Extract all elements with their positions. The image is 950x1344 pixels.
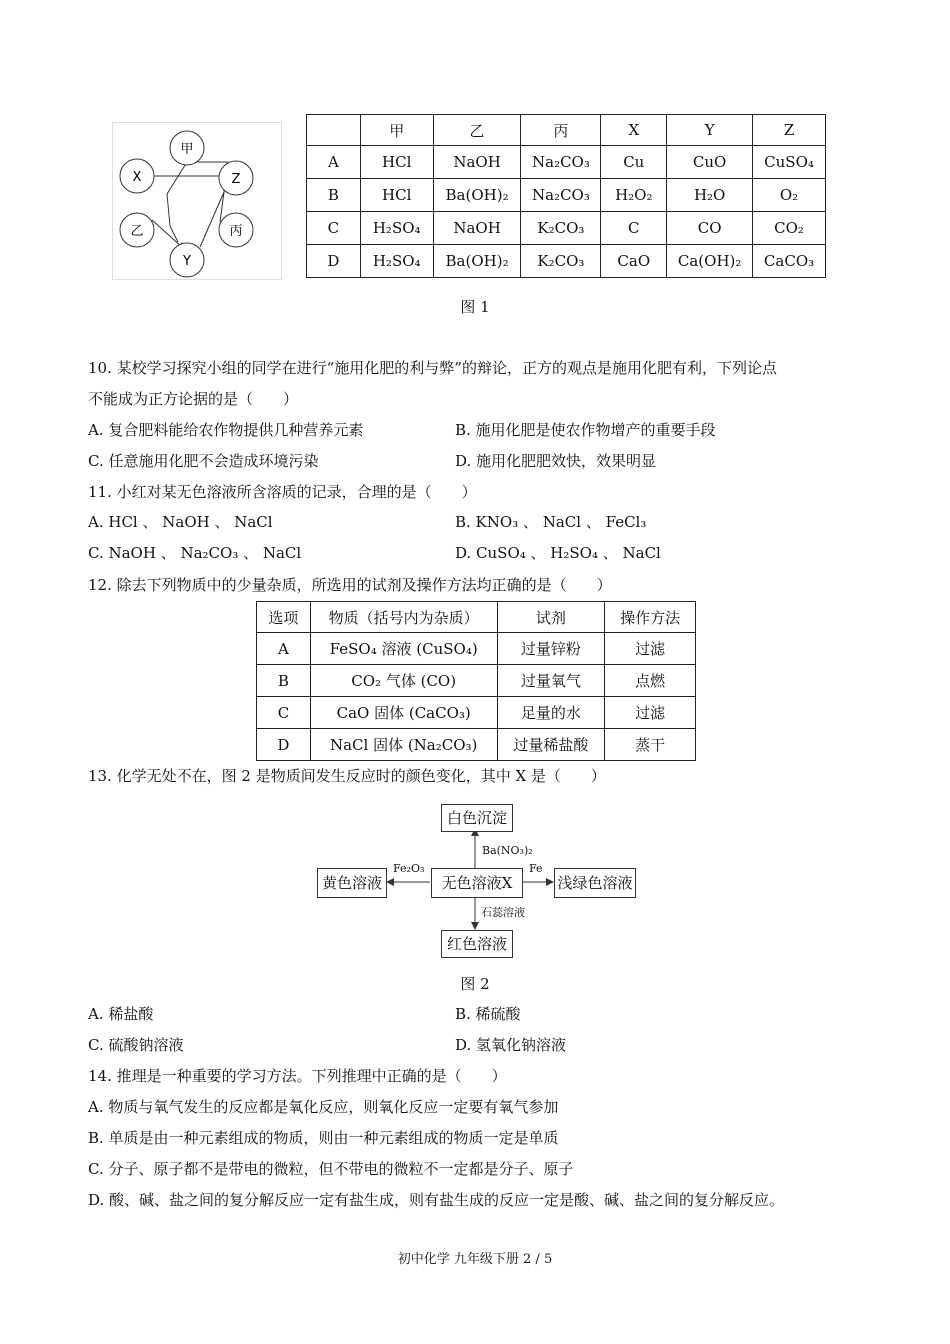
fig1-header-cell: 丙	[521, 115, 601, 146]
fig2-box-light-green-solution: 浅绿色溶液	[554, 868, 636, 898]
table-cell: 点燃	[605, 665, 696, 697]
fig2-flowchart	[300, 800, 650, 960]
q12-table	[256, 601, 696, 761]
table-cell: CuSO₄	[753, 146, 826, 179]
table-cell: Cu	[601, 146, 667, 179]
table-cell: C	[307, 212, 361, 245]
table-cell: K₂CO₃	[521, 212, 601, 245]
table-cell: D	[257, 729, 311, 761]
table-row	[257, 633, 696, 665]
table-cell: Ba(OH)₂	[433, 245, 521, 278]
q10-option-b: B. 施用化肥是使农作物增产的重要手段	[455, 421, 716, 439]
table-cell: NaCl 固体 (Na₂CO₃)	[310, 729, 497, 761]
q14-option-b: B. 单质是由一种元素组成的物质，则由一种元素组成的物质一定是单质	[88, 1129, 559, 1147]
table-cell: 蒸干	[605, 729, 696, 761]
fig1-node-bing	[219, 213, 253, 247]
q13-option-a: A. 稀盐酸	[88, 1005, 154, 1023]
table-cell: A	[257, 633, 311, 665]
svg-text:Y: Y	[183, 254, 191, 269]
table-cell: CuO	[667, 146, 753, 179]
q13-stem: 13. 化学无处不在，图 2 是物质间发生反应时的颜色变化，其中 X 是（ ）	[88, 767, 606, 785]
fig2-box-yellow-solution: 黄色溶液	[317, 868, 387, 898]
fig2-label-ba-no3: Ba(NO₃)₂	[482, 844, 533, 857]
svg-text:甲: 甲	[180, 142, 194, 157]
fig2-label-litmus: 石蕊溶液	[481, 906, 525, 919]
fig1-header-cell: X	[601, 115, 667, 146]
table-row	[257, 729, 696, 761]
table-row	[307, 146, 826, 179]
q11-option-a: A. HCl 、 NaOH 、 NaCl	[88, 513, 273, 531]
q10-stem-line2: 不能成为正方论据的是（ ）	[88, 390, 299, 408]
q14-option-d: D. 酸、碱、盐之间的复分解反应一定有盐生成，则有盐生成的反应一定是酸、碱、盐之间的复分解反应。	[88, 1191, 785, 1209]
table-cell: C	[601, 212, 667, 245]
fig1-header-cell: Y	[667, 115, 753, 146]
table-cell: CaO	[601, 245, 667, 278]
q14-option-a: A. 物质与氧气发生的反应都是氧化反应，则氧化反应一定要有氧气参加	[88, 1098, 559, 1116]
fig1-node-y	[170, 243, 204, 277]
table-row	[307, 245, 826, 278]
table-cell: 过量锌粉	[497, 633, 605, 665]
q10-option-a: A. 复合肥料能给农作物提供几种营养元素	[88, 421, 364, 439]
table-cell: 过量稀盐酸	[497, 729, 605, 761]
table-cell: NaOH	[433, 146, 521, 179]
table-cell: CaO 固体 (CaCO₃)	[310, 697, 497, 729]
table-cell: 足量的水	[497, 697, 605, 729]
table-cell: CO₂ 气体 (CO)	[310, 665, 497, 697]
q12-header-cell: 试剂	[497, 602, 605, 633]
fig2-box-red-solution: 红色溶液	[441, 930, 513, 958]
table-row	[257, 697, 696, 729]
table-cell: HCl	[360, 146, 433, 179]
fig2-caption: 图 2	[460, 975, 490, 993]
table-cell: 过量氧气	[497, 665, 605, 697]
q11-stem: 11. 小红对某无色溶液所含溶质的记录，合理的是（ ）	[88, 483, 477, 501]
table-cell: Ca(OH)₂	[667, 245, 753, 278]
table-cell: Na₂CO₃	[521, 179, 601, 212]
table-cell: D	[307, 245, 361, 278]
q13-option-c: C. 硫酸钠溶液	[88, 1036, 184, 1054]
table-cell: Na₂CO₃	[521, 146, 601, 179]
table-cell: H₂O₂	[601, 179, 667, 212]
fig1-header-cell: Z	[753, 115, 826, 146]
table-cell: B	[257, 665, 311, 697]
table-cell: HCl	[360, 179, 433, 212]
table-cell: 过滤	[605, 633, 696, 665]
table-cell: CaCO₃	[753, 245, 826, 278]
q13-option-d: D. 氢氧化钠溶液	[455, 1036, 567, 1054]
q11-option-b: B. KNO₃ 、 NaCl 、 FeCl₃	[455, 513, 647, 531]
fig2-box-white-precipitate: 白色沉淀	[441, 804, 513, 832]
q13-option-b: B. 稀硫酸	[455, 1005, 521, 1023]
table-cell: A	[307, 146, 361, 179]
page-footer: 初中化学 九年级下册 2 / 5	[397, 1252, 553, 1267]
q12-table-header	[257, 602, 696, 633]
fig1-table	[306, 114, 826, 278]
fig1-node-x	[120, 159, 154, 193]
table-cell: 过滤	[605, 697, 696, 729]
q10-option-c: C. 任意施用化肥不会造成环境污染	[88, 452, 319, 470]
fig1-node-yi	[120, 213, 154, 247]
fig1-node-z	[219, 161, 253, 195]
svg-text:乙: 乙	[130, 224, 144, 239]
svg-text:Z: Z	[231, 172, 241, 187]
q14-option-c: C. 分子、原子都不是带电的微粒，但不带电的微粒不一定都是分子、原子	[88, 1160, 574, 1178]
svg-text:丙: 丙	[229, 224, 243, 239]
table-cell: H₂SO₄	[360, 212, 433, 245]
table-cell: C	[257, 697, 311, 729]
table-row	[307, 212, 826, 245]
fig1-table-header	[307, 115, 826, 146]
fig1-header-cell: 甲	[360, 115, 433, 146]
q12-stem: 12. 除去下列物质中的少量杂质，所选用的试剂及操作方法均正确的是（ ）	[88, 576, 612, 594]
q14-stem: 14. 推理是一种重要的学习方法。下列推理中正确的是（ ）	[88, 1067, 507, 1085]
q12-header-cell: 操作方法	[605, 602, 696, 633]
q10-option-d: D. 施用化肥肥效快，效果明显	[455, 452, 657, 470]
table-cell: H₂SO₄	[360, 245, 433, 278]
q11-option-d: D. CuSO₄ 、 H₂SO₄ 、 NaCl	[455, 544, 661, 562]
fig1-header-cell: 乙	[433, 115, 521, 146]
table-cell: CO	[667, 212, 753, 245]
fig1-hexagon-diagram	[112, 122, 282, 280]
fig1-header-cell	[307, 115, 361, 146]
svg-text:X: X	[132, 170, 142, 185]
table-cell: Ba(OH)₂	[433, 179, 521, 212]
fig1-node-jia	[170, 131, 204, 165]
q10-stem-line1: 10. 某校学习探究小组的同学在进行“施用化肥的利与弊”的辩论，正方的观点是施用化肥有利，下列论点	[88, 359, 777, 377]
table-row	[307, 179, 826, 212]
table-cell: B	[307, 179, 361, 212]
table-cell: NaOH	[433, 212, 521, 245]
fig1-caption: 图 1	[460, 298, 490, 316]
table-cell: K₂CO₃	[521, 245, 601, 278]
table-row	[257, 665, 696, 697]
table-cell: O₂	[753, 179, 826, 212]
fig2-box-colorless-solution-x: 无色溶液X	[431, 868, 523, 898]
table-cell: CO₂	[753, 212, 826, 245]
table-cell: FeSO₄ 溶液 (CuSO₄)	[310, 633, 497, 665]
q11-option-c: C. NaOH 、 Na₂CO₃ 、 NaCl	[88, 544, 302, 562]
table-cell: H₂O	[667, 179, 753, 212]
fig2-label-fe2o3: Fe₂O₃	[393, 862, 425, 875]
q12-header-cell: 选项	[257, 602, 311, 633]
fig2-label-fe: Fe	[529, 862, 543, 875]
q12-header-cell: 物质（括号内为杂质）	[310, 602, 497, 633]
